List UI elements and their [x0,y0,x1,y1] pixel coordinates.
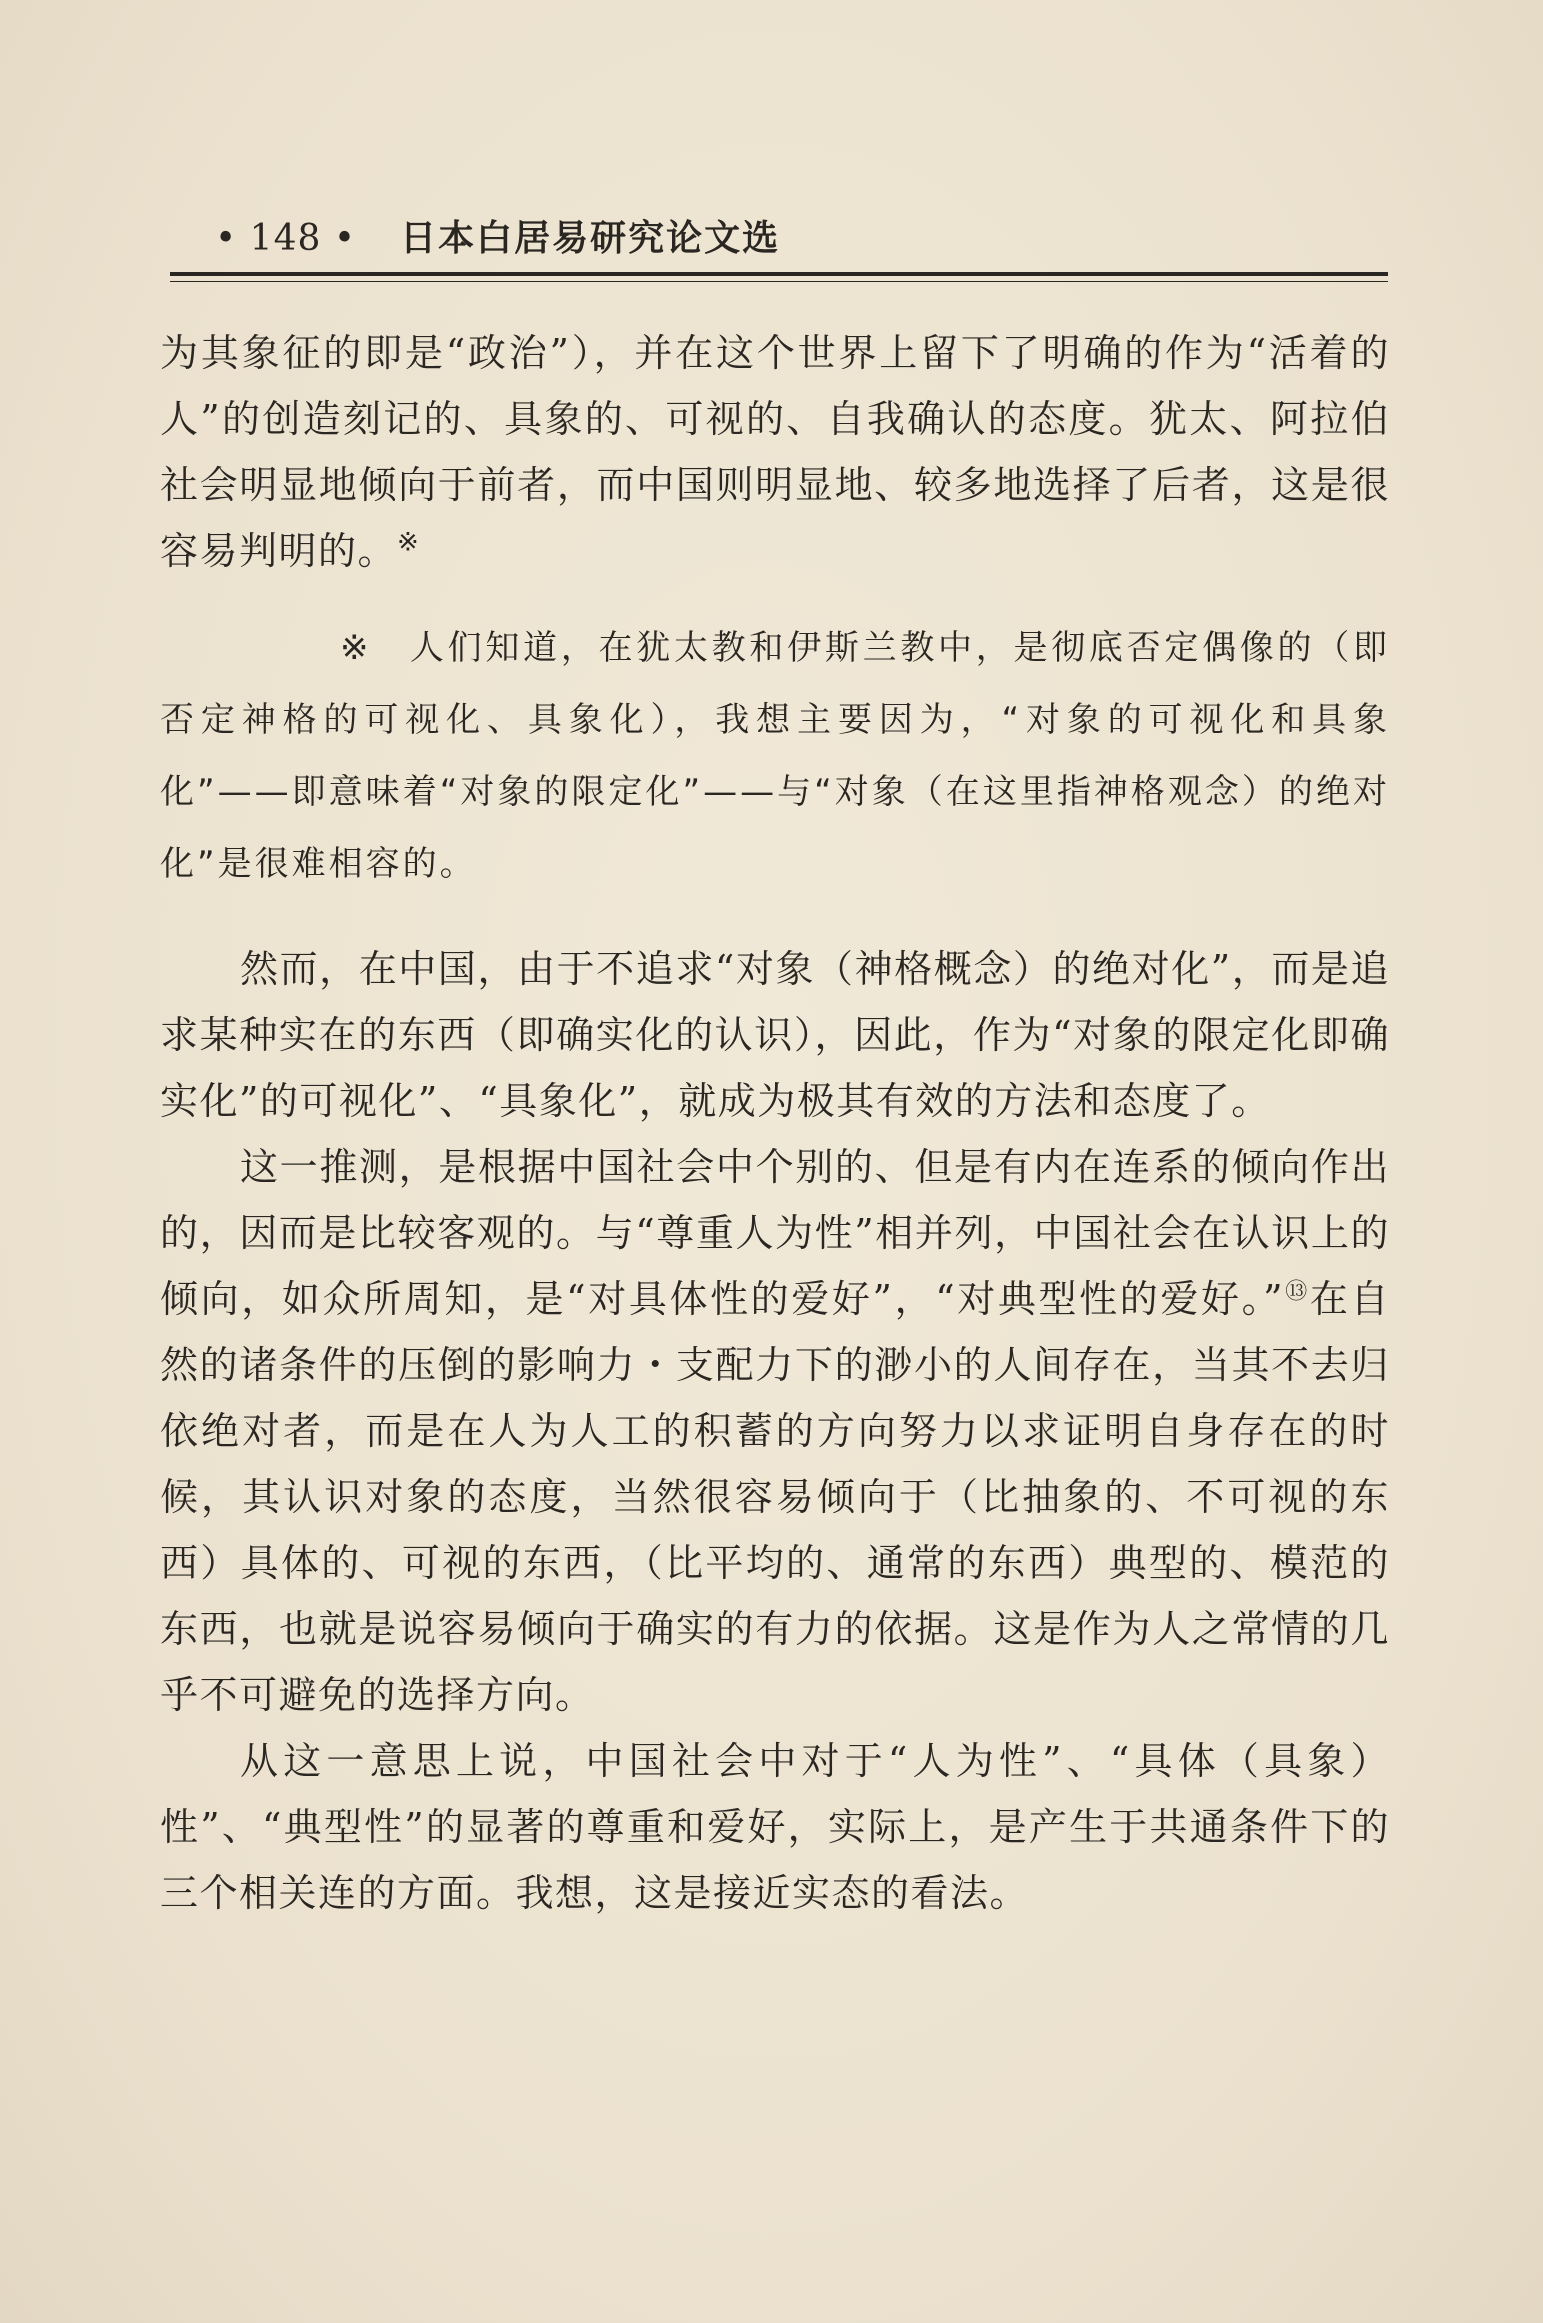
paragraph-1 [160,320,1390,584]
paragraph-4: 从这一意思上说，中国社会中对于“人为性”、“具体（具象）性”、“典型性”的显著的尊重和爱好，实际上，是产生于共通条件下的三个相关连的方面。我想，这是接近实态的看法。 [160,1739,1390,1915]
running-header [215,210,780,261]
body-text [160,320,1390,1926]
footnote: ※ 人们知道，在犹太教和伊斯兰教中，是彻底否定偶像的（即否定神格的可视化、具象化），我想主要因为，“对象的可视化和具象化”——即意味着“对象的限定化”——与“对象（在这里指神格观念）的绝对化”是很难相容的。 [160,628,1390,884]
book-title: 日本白居易研究论文选 [400,218,781,259]
note-marker: ※ [397,527,421,558]
paragraph-2: 然而，在中国，由于不追求“对象（神格概念）的绝对化”，而是追求某种实在的东西（即确实化的认识），因此，作为“对象的限定化即确实化”的可视化”、“具象化”，就成为极其有效的方法和态度了。 [160,947,1390,1123]
reference-marker: ⑬ [1284,1279,1310,1305]
paragraph-3-text-b: 在自然的诸条件的压倒的影响力・支配力下的渺小的人间存在，当其不去归依绝对者，而是在人为人工的积蓄的方向努力以求证明自身存在的时候，其认识对象的态度，当然很容易倾向于（比抽象的、不可视的东西）具体的、可视的东西，（比平均的、通常的东西）典型的、模范的东西，也就是说容易倾向于确实的有力的依据。这是作为人之常情的几乎不可避免的选择方向。 [160,1277,1390,1717]
header-rule-thin [170,281,1388,282]
page-number: • 148 • [215,218,357,259]
header-rule-thick [170,272,1388,276]
paragraph-3 [160,1134,1390,1728]
paragraph-1-text: 为其象征的即是“政治”），并在这个世界上留下了明确的作为“活着的人”的创造刻记的、具象的、可视的、自我确认的态度。犹太、阿拉伯社会明显地倾向于前者，而中国则明显地、较多地选择了后者，这是很容易判明的。 [160,331,1390,573]
paragraph-3-text-a: 这一推测，是根据中国社会中个别的、但是有内在连系的倾向作出的，因而是比较客观的。与“尊重人为性”相并列，中国社会在认识上的倾向，如众所周知，是“对具体性的爱好”，“对典型性的爱好。” [160,1145,1390,1321]
